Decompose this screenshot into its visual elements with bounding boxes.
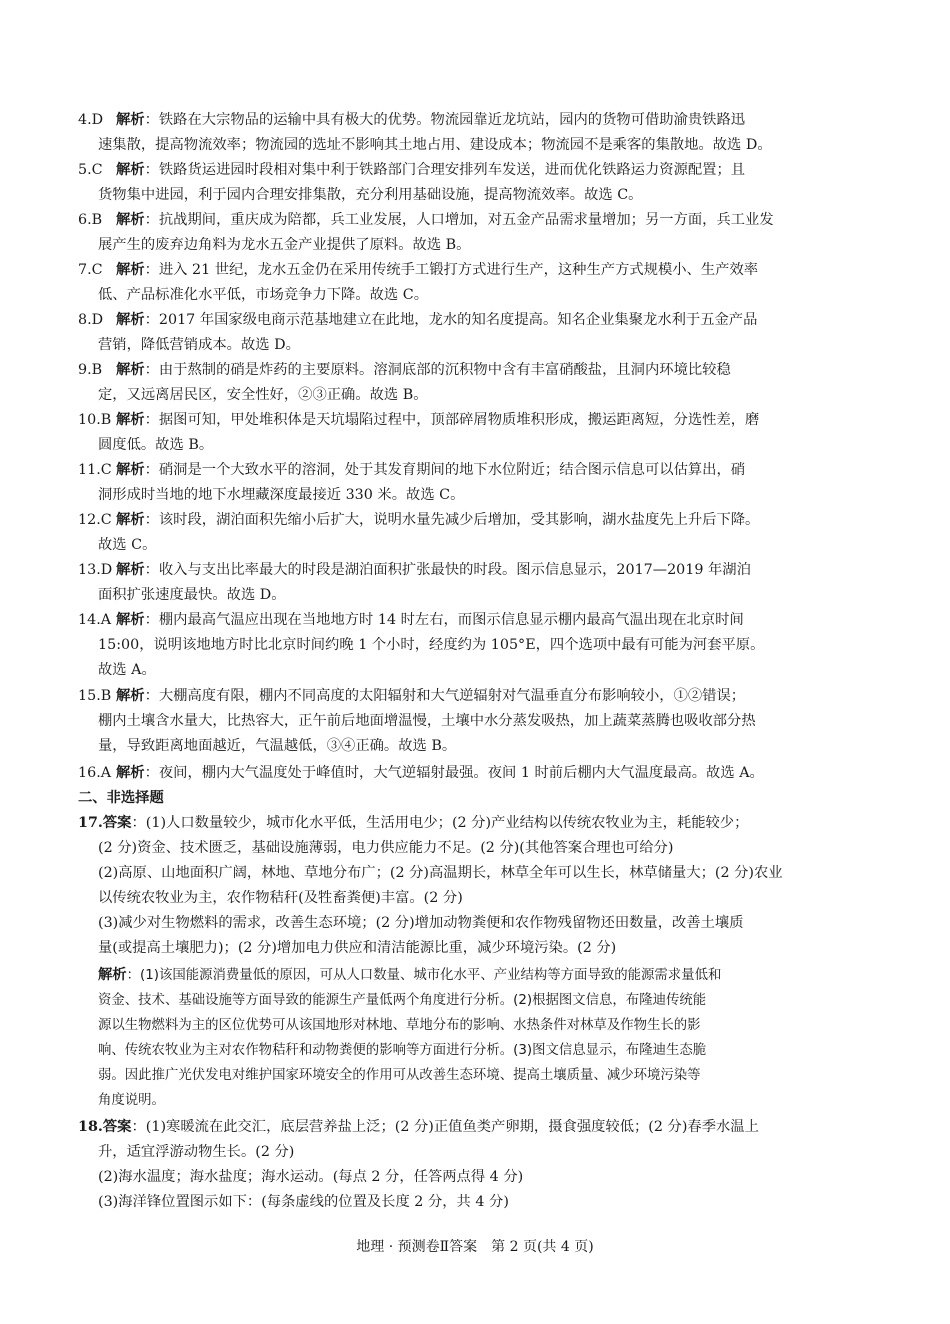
answer-18-line-3: (2)海水温度；海水盐度；海水运动。(每点 2 分，任答两点得 4 分): [98, 1169, 524, 1185]
answer-17-line-6: 量(或提高土壤肥力)；(2 分)增加电力供应和清洁能源比重，减少环境污染。(2 分): [98, 940, 617, 956]
answer-item-16: 16.A 解析：夜间，棚内大气温度处于峰值时，大气逆辐射最强。夜间 1 时前后棚内大气温度最高。故选 A。: [78, 765, 764, 781]
answer-item-13: 13.D 解析：收入与支出比率最大的时段是湖泊面积扩张最快的时段。图示信息显示，2017—2019 年湖泊 面积扩张速度最快。故选 D。: [78, 562, 751, 603]
answer-item-11: 11.C 解析：硝洞是一个大致水平的溶洞，处于其发育期间的地下水位附近；结合图示信息可以估算出，硝 洞形成时当地的地下水埋藏深度最接近 330 米。故选 C。: [78, 462, 746, 503]
answer-item-7: 7.C 解析：进入 21 世纪，龙水五金仍在采用传统手工锻打方式进行生产，这种生产方式规模小、生产效率 低、产品标准化水平低，市场竞争力下降。故选 C。: [78, 262, 759, 303]
section-heading: 二、非选择题: [78, 790, 164, 806]
answer-item-12: 12.C 解析：该时段，湖泊面积先缩小后扩大，说明水量先减少后增加，受其影响，湖水盐度先上升后下降。 故选 C。: [78, 512, 760, 553]
answer-item-18: 18.答案：(1)寒暖流在此交汇，底层营养盐上泛；(2 分)正值鱼类产卵期，摄食强度较低；(2 分)春季水温上: [78, 1119, 759, 1135]
answer-item-4: 4.D 解析：铁路在大宗物品的运输中具有极大的优势。物流园靠近龙坑站，园内的货物可借助渝贵铁路迅 速集散，提高物流效率；物流园的选址不影响其土地占用、建设成本；物流园不是乘客的集散地。故选 D。: [78, 112, 772, 153]
answer-17-line-4: 以传统农牧业为主，农作物秸秆(及牲畜粪便)丰富。(2 分): [98, 890, 463, 906]
answer-item-14: 14.A 解析：棚内最高气温应出现在当地地方时 14 时左右，而图示信息显示棚内最高气温出现在北京时间 15:00，说明该地地方时比北京时间约晚 1 个小时，经度约为 105°E，四个选项中最有可能为河套平原。 故选 A。: [78, 612, 765, 678]
analysis-17-line-1: 解析：(1)该国能源消费量低的原因，可从人口数量、城市化水平、产业结构等方面导致的能源需求量低和: [98, 967, 722, 983]
answer-17-line-5: (3)减少对生物燃料的需求，改善生态环境；(2 分)增加动物粪便和农作物残留物还田数量，改善土壤质: [98, 915, 744, 931]
answer-17-line-2: (2 分)资金、技术匮乏，基础设施薄弱，电力供应能力不足。(2 分)(其他答案合理也可给分): [98, 840, 674, 856]
analysis-17-line-4: 响、传统农牧业为主对农作物秸秆和动物粪便的影响等方面进行分析。(3)图文信息显示，布隆迪生态脆: [98, 1043, 707, 1058]
analysis-17-line-3: 源以生物燃料为主的区位优势可从该国地形对林地、草地分布的影响、水热条件对林草及作物生长的影: [98, 1018, 701, 1033]
answer-item-15: 15.B 解析：大棚高度有限，棚内不同高度的太阳辐射和大气逆辐射对气温垂直分布影响较小，①②错误； 棚内土壤含水量大，比热容大，正午前后地面增温慢，土壤中水分蒸发吸热，加上蔬菜蒸腾也吸收部分热 量，导致距离地面越近，气温越低，③④正确。故选 B。: [78, 688, 756, 754]
answer-item-17: 17.答案：(1)人口数量较少，城市化水平低，生活用电少；(2 分)产业结构以传统农牧业为主，耗能较少；: [78, 815, 749, 831]
answer-17-line-3: (2)高原、山地面积广阔，林地、草地分布广；(2 分)高温期长，林草全年可以生长，林草储量大；(2 分)农业: [98, 865, 783, 881]
answer-item-6: 6.B 解析：抗战期间，重庆成为陪都，兵工业发展，人口增加，对五金产品需求量增加；另一方面，兵工业发 展产生的废弃边角料为龙水五金产业提供了原料。故选 B。: [78, 212, 774, 253]
answer-item-10: 10.B 解析：据图可知，甲处堆积体是天坑塌陷过程中，顶部碎屑物质堆积形成，搬运距离短，分选性差，磨 圆度低。故选 B。: [78, 412, 760, 453]
page-footer: 地理 · 预测卷Ⅱ答案 第 2 页(共 4 页): [356, 1239, 594, 1255]
analysis-17-line-2: 资金、技术、基础设施等方面导致的能源生产量低两个角度进行分析。(2)根据图文信息，布隆迪传统能: [98, 993, 707, 1008]
answer-18-line-2: 升，适宜浮游动物生长。(2 分): [98, 1144, 295, 1160]
answer-item-9: 9.B 解析：由于熬制的硝是炸药的主要原料。溶洞底部的沉积物中含有丰富硝酸盐，且洞内环境比较稳 定，又远离居民区，安全性好，②③正确。故选 B。: [78, 362, 731, 403]
analysis-17-line-5: 弱。因此推广光伏发电对维护国家环境安全的作用可从改善生态环境、提高土壤质量、减少环境污染等: [98, 1068, 701, 1083]
answer-18-line-4: (3)海洋锋位置图示如下：(每条虚线的位置及长度 2 分，共 4 分): [98, 1194, 509, 1210]
answer-item-5: 5.C 解析：铁路货运进园时段相对集中利于铁路部门合理安排列车发送，进而优化铁路运力资源配置；且 货物集中进园，利于园内合理安排集散，充分利用基础设施，提高物流效率。故选 C。: [78, 162, 746, 203]
analysis-17-line-6: 角度说明。: [98, 1093, 165, 1108]
answer-item-8: 8.D 解析：2017 年国家级电商示范基地建立在此地，龙水的知名度提高。知名企业集聚龙水利于五金产品 营销，降低营销成本。故选 D。: [78, 312, 758, 353]
